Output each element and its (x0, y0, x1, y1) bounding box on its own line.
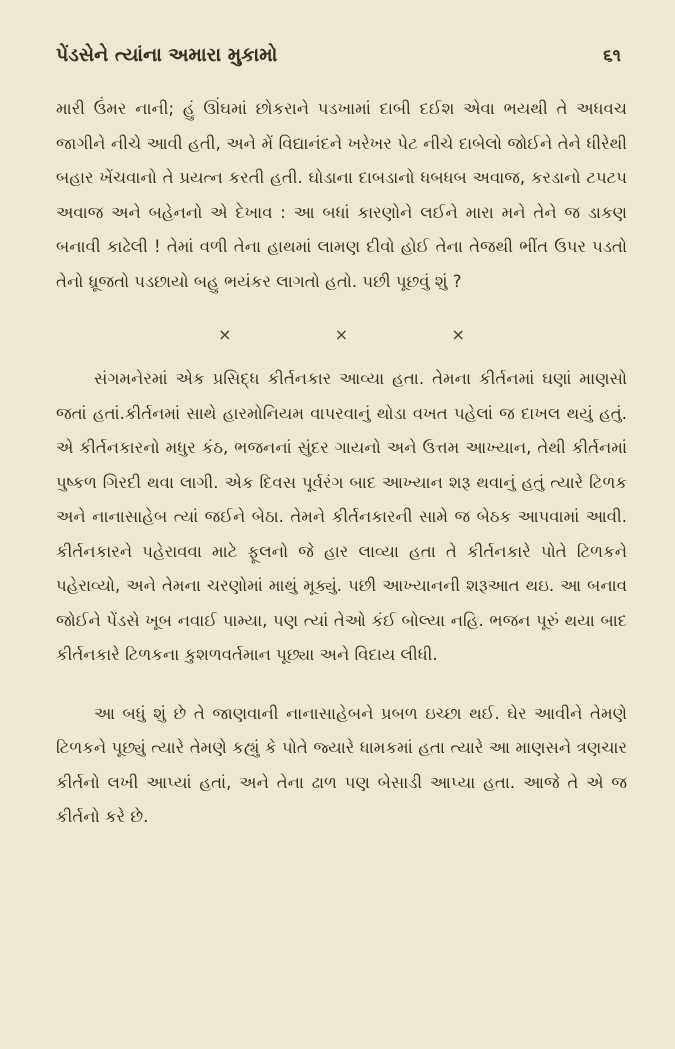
section-separator (167, 325, 517, 344)
separator-mark: × (218, 325, 232, 344)
page-number: ૬૧ (603, 46, 621, 66)
chapter-title: પેંડસેને ત્યાંના અમારા મુકામો (56, 44, 278, 66)
paragraph-3: આ બધું શું છે તે જાણવાની નાનાસાહેબને પ્રબળ ઇચ્છા થઈ. ઘેર આવીને તેમણે ટિળકને પૂછ્યું ત્યારે તેમણે કહ્યું કે પોતે જ્યારે ધામકમાં હતા ત્યારે આ માણસને ત્રણચાર કીર્તનો લખી આપ્યાં હતાં, અને તેના ઢાળ પણ બેસાડી આપ્યા હતા. આજે તે એ જ કીર્તનો કરે છે. (56, 703, 627, 826)
running-head (56, 44, 627, 66)
separator-mark: × (334, 325, 349, 344)
paragraph-2: સંગમનેરમાં એક પ્રસિદ્ધ કીર્તનકાર આવ્યા હતા. તેમના કીર્તનમાં ઘણાં માણસો જતાં હતાં.કીર્તનમાં સાથે હારમોનિયમ વાપરવાનું થોડા વખત પહેલાં જ દાખલ થયું હતું. એ કીર્તનકારનો મધુર કંઠ, ભજનનાં સુંદર ગાયનો અને ઉત્તમ આખ્યાન, તેથી કીર્તનમાં પુષ્કળ ગિરદી થવા લાગી. એક દિવસ પૂર્વરંગ બાદ આખ્યાન શરૂ થવાનું હતું ત્યારે ટિળક અને નાનાસાહેબ ત્યાં જઈને બેઠા. તેમને કીર્તનકારની સામે જ બેઠક આપવામાં આવી. કીર્તનકારને પહેરાવવા માટે ફૂલનો જે હાર લાવ્યા હતા તે કીર્તનકારે પોતે ટિળકને પહેરાવ્યો, અને તેમના ચરણોમાં માથું મૂક્યું. પછી આખ્યાનની શરૂઆત થઇ. આ બનાવ જોઈને પેંડસે ખૂબ નવાઈ પામ્યા, પણ ત્યાં તેઓ કંઈ બોલ્યા નહિ. ભજન પૂરું થયા બાદ કીર્તનકારે ટિળકના કુશળવર્તમાન પૂછ્યા અને વિદાય લીધી. (56, 369, 627, 664)
paragraph-1: મારી ઉંમર નાની; હું ઊંઘમાં છોકરાને પડખામાં દાબી દઈશ એવા ભયથી તે અધવચ જાગીને નીચે આવી હતી, અને મેં વિદ્યાનંદને ખરેખર પેટ નીચે દાબેલો જોઈને તેને ધીરેથી બહાર ખેંચવાનો તે પ્રયત્ન કરતી હતી. ઘોડાના દાબડાનો ધબધબ અવાજ, કરડાનો ટપટપ અવાજ અને બહેનનો એ દેખાવ : આ બધાં કારણોને લઈને મારા મને તેને જ ડાકણ બનાવી કાઢેલી ! તેમાં વળી તેના હાથમાં લામણ દીવો હોઈ તેના તેજથી ભીંત ઉપર પડતો તેનો ધ્રૂજતો પડછાયો બહુ ભયંકર લાગતો હતો. પછી પૂછવું શું ? (56, 99, 627, 291)
separator-mark: × (451, 325, 465, 344)
